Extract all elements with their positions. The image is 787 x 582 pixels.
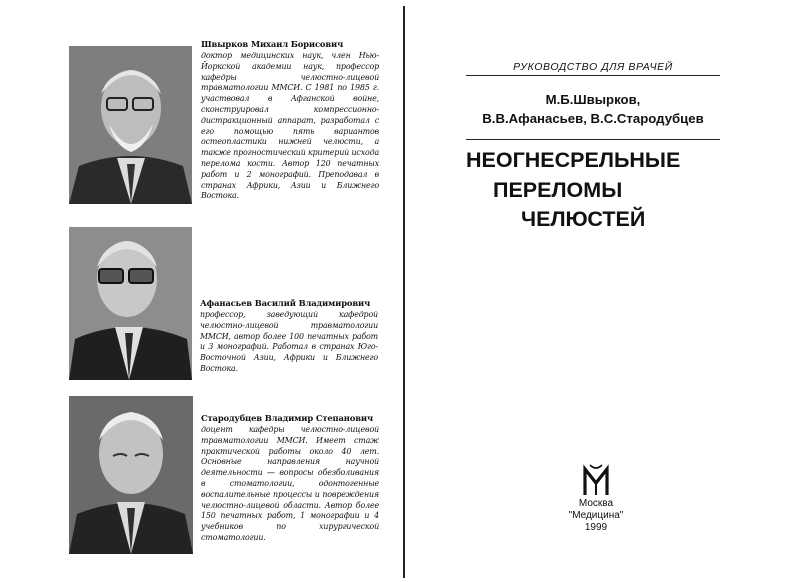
- author-name: Швырков Михаил Борисович: [201, 39, 344, 49]
- author-bio-shvyrkov: [201, 38, 379, 202]
- author-name: Стародубцев Владимир Степанович: [201, 413, 373, 423]
- series-label: РУКОВОДСТВО ДЛЯ ВРАЧЕЙ: [513, 61, 673, 73]
- title-rule: [466, 139, 720, 140]
- author-bio-afanasyev: [200, 297, 378, 375]
- authors-line: В.В.Афанасьев, В.С.Стародубцев: [482, 111, 704, 126]
- portrait-afanasyev-image: [69, 227, 192, 380]
- book-title-line: НЕОГНЕСРЕЛЬНЫЕ: [466, 148, 681, 172]
- publication-year: 1999: [584, 522, 608, 533]
- book-title-line: ПЕРЕЛОМЫ: [493, 177, 623, 202]
- publisher-name: "Медицина": [568, 510, 624, 521]
- authors-line: М.Б.Швырков,: [545, 92, 641, 107]
- publisher-city: Москва: [578, 498, 614, 509]
- author-bio-starodubtsev: [201, 412, 379, 544]
- portrait-starodubtsev-image: [69, 396, 193, 554]
- portrait-shvyrkov-image: [69, 46, 192, 204]
- series-rule: [466, 75, 720, 76]
- publisher-imprint: [540, 498, 652, 534]
- author-bio-text: доцент кафедры челюстно-лицевой травматологии ММСИ. Имеет стаж практической работы около 40 лет. Основные направления научной деятельности — вопросы обезболивания в стоматологии, одонтогенные воспалительные процессы и повреждения челюстно-лицевой области. Автор более 150 печатных работ, 1 монографии и 4 учебников по хирургической стоматологии.: [201, 425, 379, 542]
- author-bio-text: профессор, заведующий кафедрой челюстно-лицевой травматологии ММСИ, автор более 100 печатных работ и 3 монографий. Работал в странах Юго-Восточной Азии, Африки и Ближнего Востока.: [200, 310, 378, 373]
- book-title-line: ЧЕЛЮСТЕЙ: [521, 207, 646, 231]
- title-authors: [456, 90, 730, 128]
- book-title: [465, 146, 735, 235]
- page-divider: [403, 6, 405, 578]
- author-bio-text: доктор медицинских наук, член Нью-Йоркской академии наук, профессор кафедры челюстно-лицевой травматологии ММСИ. С 1981 по 1985 г. участвовал в Афганской войне, сконструировал компрессионно-дистракционный аппарат, разработал с его помощью пять вариантов остеопластики нижней челюсти, а также прогностический критерий исхода перелома кости. Автор 120 печатных работ и 2 монографий. Преподавал в странах Африки, Азии и Ближнего Востока.: [201, 51, 379, 201]
- medicina-logo-icon: [582, 463, 610, 497]
- author-name: Афанасьев Василий Владимирович: [200, 298, 371, 308]
